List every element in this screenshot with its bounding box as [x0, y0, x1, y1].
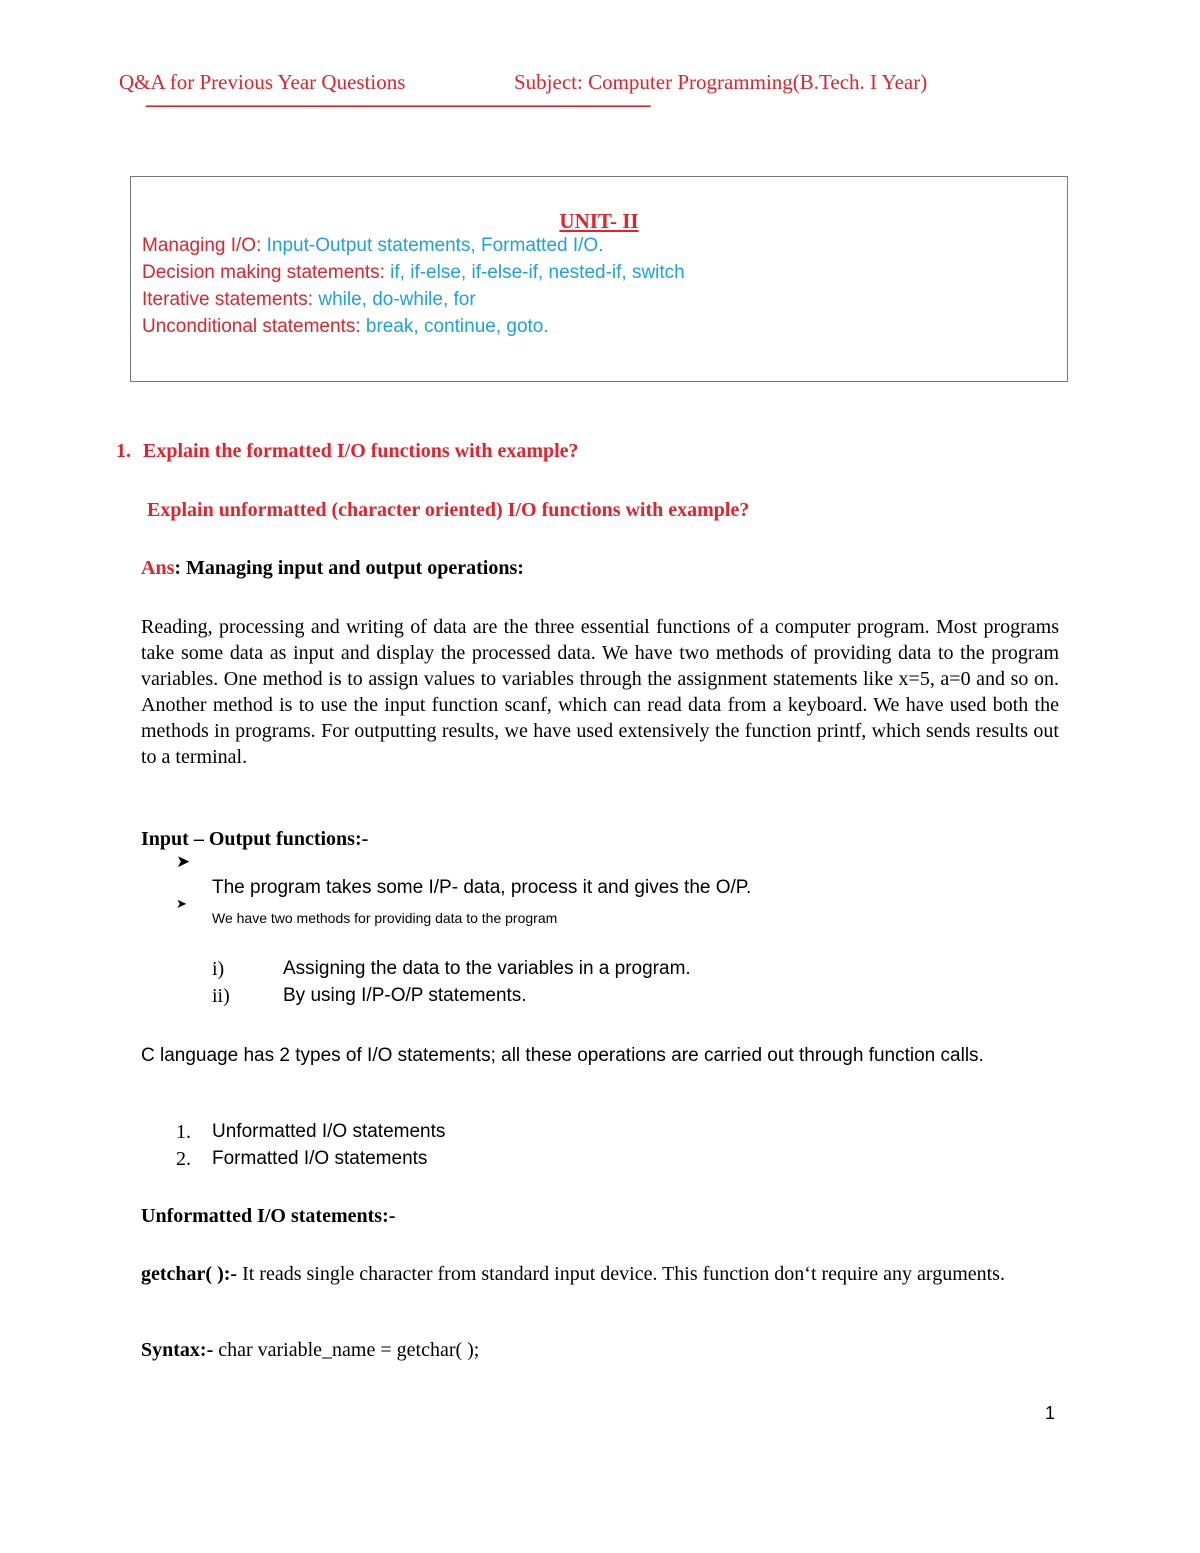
- syntax-text: char variable_name = getchar( );: [213, 1339, 480, 1361]
- arrow-bullet-icon: ➤: [176, 896, 187, 911]
- unit-line-label: Unconditional statements:: [142, 316, 361, 337]
- unit-line-label: Managing I/O:: [142, 235, 262, 256]
- question-1: Explain the formatted I/O functions with example?: [143, 440, 579, 462]
- unformatted-heading: Unformatted I/O statements:-: [141, 1205, 396, 1227]
- answer-heading-text: : Managing input and output operations:: [174, 557, 524, 579]
- list-item: Formatted I/O statements: [212, 1148, 428, 1169]
- syntax-line: [141, 1339, 479, 1362]
- unit-line-label: Decision making statements:: [142, 262, 385, 283]
- answer-paragraph: Reading, processing and writing of data are the three essential functions of a computer program. Most programs take some data as input and display the processed data. We have two methods of providing data to the program variables. One method is to assign values to variables through the assignment statements like x=5, a=0 and so on. Another method is to use the input function scanf, which can read data from a keyboard. We have used both the methods in programs. For outputting results, we have used extensively the function printf, which sends results out to a terminal.: [141, 616, 1059, 768]
- io-bullet-1: The program takes some I/P- data, process it and gives the O/P.: [212, 877, 752, 898]
- sub-item-marker: ii): [212, 985, 230, 1007]
- unit-line-items: Input-Output statements, Formatted I/O.: [261, 235, 604, 256]
- io-bullet-2: We have two methods for providing data to the program: [212, 910, 558, 926]
- getchar-text: It reads single character from standard input device. This function don‘t require any arguments.: [237, 1263, 1005, 1285]
- answer-heading: [141, 557, 524, 580]
- getchar-label: getchar( ):-: [141, 1263, 238, 1285]
- sub-item-text: Assigning the data to the variables in a program.: [283, 958, 691, 979]
- unit-line-items: while, do-while, for: [313, 289, 476, 310]
- page-number: 1: [1045, 1403, 1056, 1423]
- unit-line-iterative: [142, 289, 476, 311]
- io-functions-heading: Input – Output functions:-: [141, 828, 369, 850]
- unit-title: UNIT- II: [559, 209, 639, 233]
- unit-line-unconditional: [142, 316, 549, 338]
- unit-line-decision: [142, 262, 685, 284]
- sub-item-text: By using I/P-O/P statements.: [283, 985, 527, 1006]
- list-marker: 1.: [176, 1121, 191, 1143]
- answer-label: Ans: [141, 557, 175, 579]
- question-2: Explain unformatted (character oriented) I/O functions with example?: [147, 499, 750, 521]
- unit-summary-box: [130, 176, 1068, 382]
- unit-line-items: break, continue, goto.: [360, 316, 549, 337]
- header-left: Q&A for Previous Year Questions: [119, 70, 406, 94]
- unit-line-managing-io: [142, 235, 604, 257]
- unit-line-label: Iterative statements:: [142, 289, 314, 310]
- header-rule: -----------------------------------------------------------------------------------------------------: [145, 92, 650, 116]
- header-right: Subject: Computer Programming(B.Tech. I Year): [514, 70, 928, 94]
- c-language-text: C language has 2 types of I/O statements; all these operations are carried out through function calls.: [141, 1045, 984, 1066]
- question-number: 1.: [116, 440, 131, 462]
- list-item: Unformatted I/O statements: [212, 1121, 446, 1142]
- arrow-bullet-icon: ➤: [176, 852, 191, 871]
- sub-item-marker: i): [212, 958, 225, 980]
- syntax-label: Syntax:-: [141, 1339, 214, 1361]
- unit-line-items: if, if-else, if-else-if, nested-if, switch: [384, 262, 685, 283]
- list-marker: 2.: [176, 1148, 191, 1170]
- getchar-description: [141, 1261, 1056, 1287]
